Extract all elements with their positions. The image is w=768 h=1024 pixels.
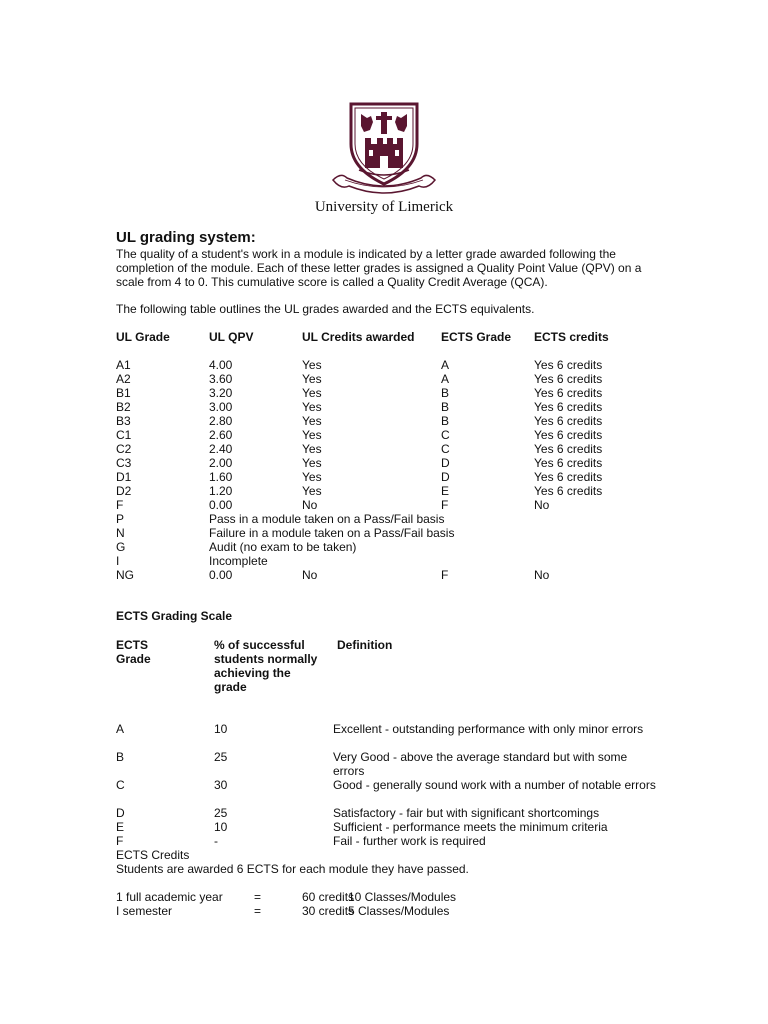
ul-table-header-grade: UL Grade	[116, 330, 170, 344]
ects-scale-cell: Satisfactory - fair but with significant shortcomings	[333, 806, 600, 820]
ul-table-cell: 0.00	[209, 568, 233, 582]
ects-credits-cell: 5 Classes/Modules	[348, 904, 450, 918]
ul-table-cell: Yes	[302, 428, 322, 442]
ects-scale-cell: Sufficient - performance meets the minimum criteria	[333, 820, 608, 834]
ects-credits-cell: 10 Classes/Modules	[348, 890, 457, 904]
ul-table-cell: 2.00	[209, 456, 233, 470]
ects-credits-cell: 60 credits	[302, 890, 355, 904]
ul-table-header-ects-credits: ECTS credits	[534, 330, 609, 344]
ects-scale-cell: A	[116, 722, 125, 736]
ul-table-cell: Yes	[302, 470, 322, 484]
ects-scale-title: ECTS Grading Scale	[116, 609, 233, 623]
ects-scale-cell: D	[116, 806, 125, 820]
institution-name: University of Limerick	[314, 199, 454, 215]
ul-table-header-ects-grade: ECTS Grade	[441, 330, 512, 344]
ul-table-cell: D	[441, 456, 450, 470]
ul-table-cell: Yes 6 credits	[534, 400, 603, 414]
ects-scale-header-percent: % of successful students normally achieving the grade	[214, 638, 318, 694]
ul-table-header-qpv: UL QPV	[209, 330, 254, 344]
intro-paragraph: The quality of a student's work in a module is indicated by a letter grade awarded following the completion of the module. Each of these letter grades is assigned a Quality Point Value (QPV) on a scale from 4 to 0. This cumulative score is called a Quality Credit Average (QCA).	[116, 247, 642, 289]
ects-scale-cell: 10	[214, 820, 228, 834]
ul-table-cell: NG	[116, 568, 134, 582]
ul-table-cell: 4.00	[209, 358, 233, 372]
ul-table-cell: E	[441, 484, 450, 498]
ul-table-cell: F	[441, 568, 449, 582]
ects-scale-cell: 25	[214, 750, 228, 764]
ul-table-cell: G	[116, 540, 126, 554]
ul-table-cell: Yes	[302, 414, 322, 428]
ul-table-cell: Yes 6 credits	[534, 456, 603, 470]
ul-table-cell: Yes	[302, 484, 322, 498]
ects-scale-cell: Good - generally sound work with a number of notable errors	[333, 778, 656, 792]
ects-scale-cell: C	[116, 778, 125, 792]
ul-table-cell: Yes	[302, 372, 322, 386]
ul-table-cell: F	[441, 498, 449, 512]
ul-table-cell: A2	[116, 372, 131, 386]
ul-table-cell: Yes 6 credits	[534, 414, 603, 428]
ul-table-cell: B1	[116, 386, 131, 400]
ul-table-cell: Yes	[302, 400, 322, 414]
ects-credits-text: Students are awarded 6 ECTS for each module they have passed.	[116, 862, 469, 876]
ul-table-cell: C	[441, 428, 450, 442]
ul-table-cell: 1.60	[209, 470, 233, 484]
ul-table-cell: P	[116, 512, 125, 526]
university-crest-logo	[331, 100, 437, 198]
ul-table-cell: Yes 6 credits	[534, 386, 603, 400]
ul-table-cell: D2	[116, 484, 132, 498]
ul-table-cell: Yes 6 credits	[534, 428, 603, 442]
ul-table-cell: 2.60	[209, 428, 233, 442]
ects-scale-cell: Excellent - outstanding performance with only minor errors	[333, 722, 644, 736]
ul-table-cell: 0.00	[209, 498, 233, 512]
ects-scale-cell: E	[116, 820, 125, 834]
ul-table-cell: 1.20	[209, 484, 233, 498]
ul-table-cell: C3	[116, 456, 132, 470]
ul-table-cell: Yes	[302, 358, 322, 372]
ects-credits-cell: I semester	[116, 904, 173, 918]
ul-table-cell: B2	[116, 400, 131, 414]
ects-scale-cell: 30	[214, 778, 228, 792]
ul-table-cell: Audit (no exam to be taken)	[209, 540, 357, 554]
ul-table-cell: C2	[116, 442, 132, 456]
ul-table-cell: Yes	[302, 442, 322, 456]
ul-table-cell: Pass in a module taken on a Pass/Fail basis	[209, 512, 445, 526]
ects-credits-cell: =	[254, 904, 262, 918]
ects-scale-cell: Fail - further work is required	[333, 834, 486, 848]
ul-table-cell: 3.60	[209, 372, 233, 386]
ul-table-cell: B	[441, 414, 450, 428]
ul-table-cell: 3.00	[209, 400, 233, 414]
ul-table-cell: N	[116, 526, 125, 540]
ul-table-cell: F	[116, 498, 124, 512]
ul-table-cell: B	[441, 386, 450, 400]
ul-table-cell: Yes	[302, 456, 322, 470]
ul-table-cell: 2.40	[209, 442, 233, 456]
ul-table-cell: No	[534, 568, 550, 582]
ul-table-cell: Yes	[302, 386, 322, 400]
ul-table-cell: C1	[116, 428, 132, 442]
ects-scale-cell: -	[214, 834, 218, 848]
ul-table-cell: Yes 6 credits	[534, 358, 603, 372]
ects-scale-cell: 10	[214, 722, 228, 736]
ul-table-cell: Yes 6 credits	[534, 470, 603, 484]
ects-scale-cell: Very Good - above the average standard but with some errors	[333, 750, 628, 778]
ul-table-cell: 3.20	[209, 386, 233, 400]
ul-table-cell: A	[441, 358, 450, 372]
ul-table-cell: B3	[116, 414, 131, 428]
ul-table-cell: Yes 6 credits	[534, 372, 603, 386]
ul-table-cell: A1	[116, 358, 131, 372]
ul-table-cell: Incomplete	[209, 554, 268, 568]
ul-table-cell: A	[441, 372, 450, 386]
ul-table-cell: No	[534, 498, 550, 512]
ul-table-cell: No	[302, 568, 318, 582]
page-heading: UL grading system:	[116, 229, 256, 246]
ul-table-cell: 2.80	[209, 414, 233, 428]
ects-scale-cell: B	[116, 750, 125, 764]
ul-table-cell: Yes 6 credits	[534, 484, 603, 498]
ects-credits-cell: 30 credits	[302, 904, 355, 918]
ul-table-header-credits: UL Credits awarded	[302, 330, 415, 344]
ects-scale-cell: F	[116, 834, 124, 848]
ul-table-cell: C	[441, 442, 450, 456]
ects-scale-cell: 25	[214, 806, 228, 820]
ects-credits-cell: =	[254, 890, 262, 904]
ul-table-cell: D1	[116, 470, 132, 484]
ects-credits-title: ECTS Credits	[116, 848, 190, 862]
ul-table-cell: I	[116, 554, 120, 568]
ul-table-cell: No	[302, 498, 318, 512]
ects-scale-header-definition: Definition	[337, 638, 393, 652]
ul-table-cell: B	[441, 400, 450, 414]
ul-table-cell: D	[441, 470, 450, 484]
ul-table-cell: Failure in a module taken on a Pass/Fail basis	[209, 526, 455, 540]
ul-table-cell: Yes 6 credits	[534, 442, 603, 456]
table-intro: The following table outlines the UL grades awarded and the ECTS equivalents.	[116, 302, 535, 316]
ects-scale-header-grade: ECTS Grade	[116, 638, 151, 666]
ects-credits-cell: 1 full academic year	[116, 890, 223, 904]
